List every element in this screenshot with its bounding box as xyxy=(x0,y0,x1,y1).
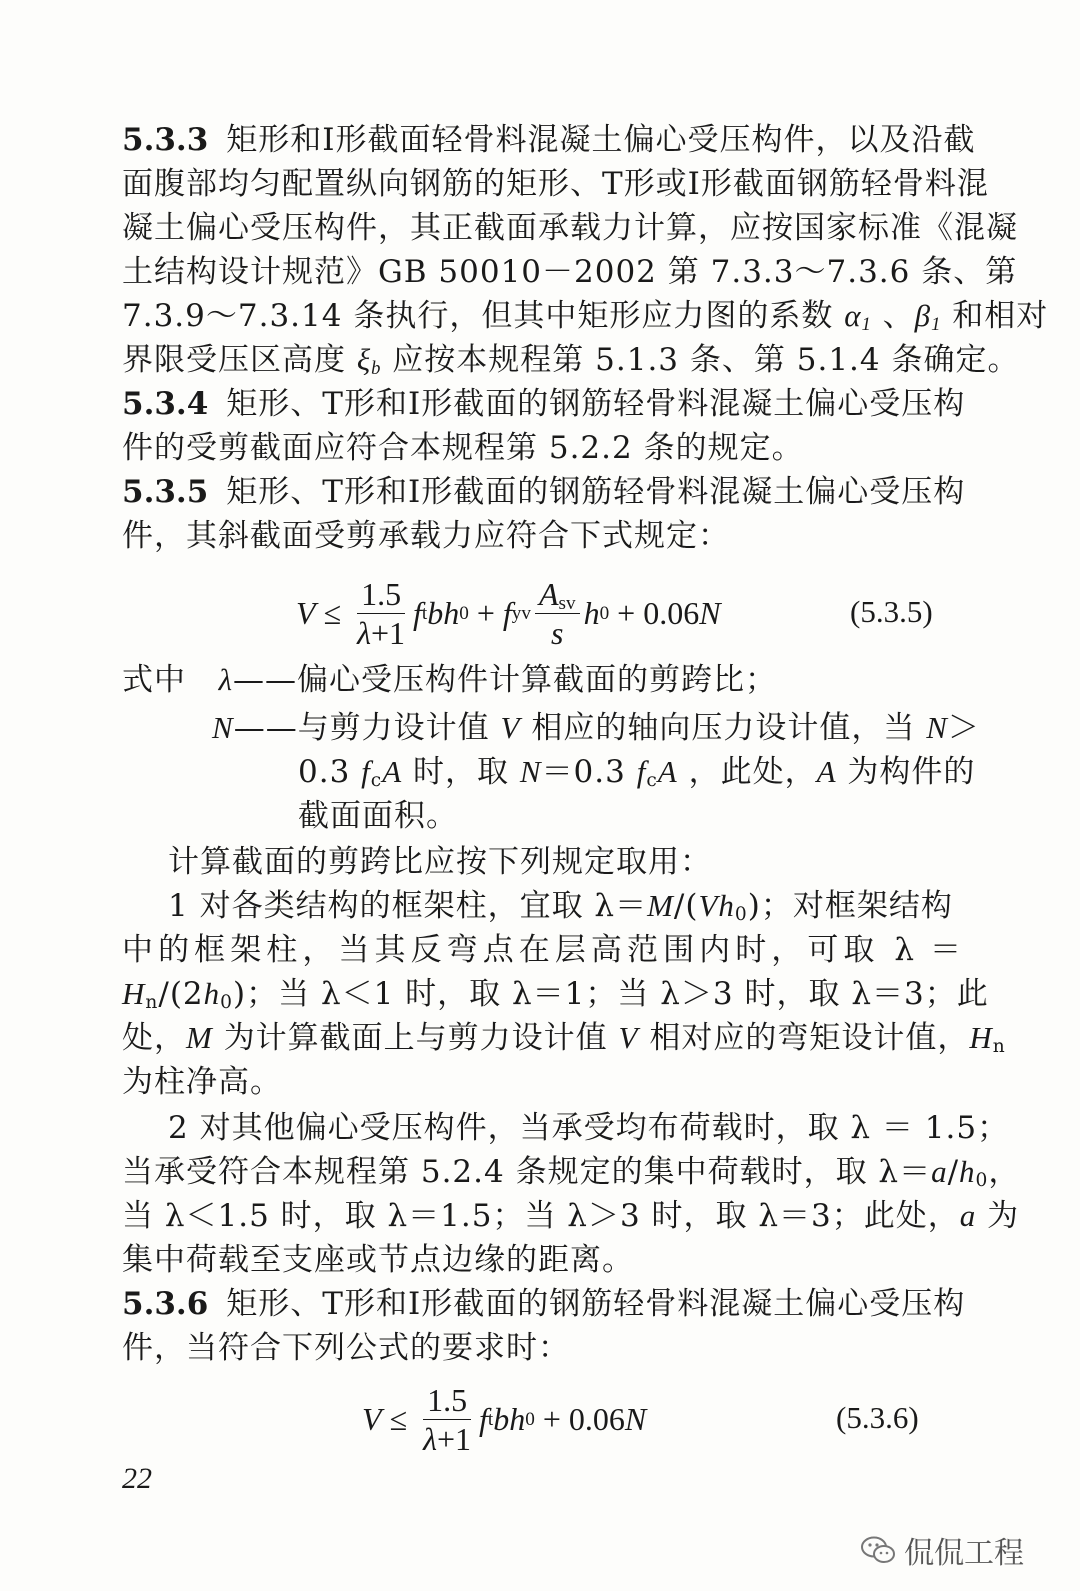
formula-5-3-5: V ≤ $\frac{1.5}{\lambda+1}$ f t bh 0 + f yv $\frac{A_{sv}}{s}$ h 0 + 0.06 N xyxy=(296,576,721,651)
s535-line2: 件，其斜截面受剪承载力应符合下式规定： xyxy=(122,518,730,554)
s536-line1: 5.3.6 矩形、T形和I形截面的钢筋轻骨料混凝土偏心受压构 xyxy=(122,1286,966,1322)
s533-line3: 凝土偏心受压构件，其正截面承载力计算，应按国家标准《混凝 xyxy=(122,210,1018,246)
formula-5-3-6: V ≤ $\frac{1.5}{\lambda+1}$ f t bh 0 + 0.06 N xyxy=(362,1382,647,1457)
watermark xyxy=(860,1528,1024,1572)
rule1-line2: 中的框架柱，当其反弯点在层高范围内时，可取 λ ＝ xyxy=(122,932,962,968)
rule2-line2: 当承受符合本规程第 5.2.4 条规定的集中荷载时，取 $\lambda=a/h_0$， xyxy=(122,1154,1021,1191)
equation-number: (5.3.5) xyxy=(850,594,933,629)
s533-line2: 面腹部均匀配置纵向钢筋的矩形、T形或I形截面钢筋轻骨料混 xyxy=(122,166,989,202)
rule1-line5: 为柱净高。 xyxy=(122,1064,282,1100)
s534-line1: 5.3.4 矩形、T形和I形截面的钢筋轻骨料混凝土偏心受压构 xyxy=(122,386,966,422)
rule1-line3: $H_n/(2h_0)$；当 λ＜1 时，取 λ＝1；当 λ＞3 时，取 λ＝3；此 xyxy=(122,976,989,1013)
watermark-text: 侃侃工程 xyxy=(904,1536,1024,1571)
s533-line1: 5.3.3 矩形和I形截面轻骨料混凝土偏心受压构件，以及沿截 xyxy=(122,122,976,158)
s533-line4: 土结构设计规范》GB 50010－2002 第 7.3.3～7.3.6 条、第 xyxy=(122,254,1018,290)
where-n-line3: 截面面积。 xyxy=(298,798,458,834)
s536-line2: 件，当符合下列公式的要求时： xyxy=(122,1330,570,1366)
shear-intro: 计算截面的剪跨比应按下列规定取用： xyxy=(168,844,712,880)
rule2-line3: 当 λ＜1.5 时，取 λ＝1.5；当 λ＞3 时，取 λ＝3；此处，a 为 xyxy=(122,1198,1020,1234)
rule1-line1: 1 对各类结构的框架柱，宜取 $\lambda=M/(Vh_0)$；对框架结构 xyxy=(168,888,953,925)
rule1-line4: 处，M 为计算截面上与剪力设计值 V 相对应的弯矩设计值，$H_n$ xyxy=(122,1020,1006,1057)
section-number: 5.3.3 xyxy=(122,122,209,158)
section-number: 5.3.5 xyxy=(122,474,209,510)
where-n-line1: N——与剪力设计值 V 相应的轴向压力设计值，当 N＞ xyxy=(212,710,980,746)
where-n-line2: 0.3 $f_cA$ 时，取 N＝0.3 $f_cA$ ，此处，A 为构件的 xyxy=(298,754,976,791)
s533-line5: 7.3.9～7.3.14 条执行，但其中矩形应力图的系数 $\alpha_1$ 、$\beta_1$ 和相对 xyxy=(122,298,1049,335)
page-number: 22 xyxy=(122,1462,152,1495)
equation-number: (5.3.6) xyxy=(836,1400,919,1435)
rule2-line1: 2 对其他偏心受压构件，当承受均布荷载时，取 λ ＝ 1.5； xyxy=(168,1110,1010,1146)
s533-line6: 界限受压区高度 $\xi_b$ 应按本规程第 5.1.3 条、第 5.1.4 条确定。 xyxy=(122,342,1020,379)
s535-line1: 5.3.5 矩形、T形和I形截面的钢筋轻骨料混凝土偏心受压构 xyxy=(122,474,966,510)
s534-line2: 件的受剪截面应符合本规程第 5.2.2 条的规定。 xyxy=(122,430,804,466)
where-lambda: 式中 λ——偏心受压构件计算截面的剪跨比； xyxy=(122,662,777,698)
section-number: 5.3.6 xyxy=(122,1286,209,1322)
rule2-line4: 集中荷载至支座或节点边缘的距离。 xyxy=(122,1242,634,1278)
section-number: 5.3.4 xyxy=(122,386,209,422)
wechat-icon xyxy=(860,1535,896,1565)
